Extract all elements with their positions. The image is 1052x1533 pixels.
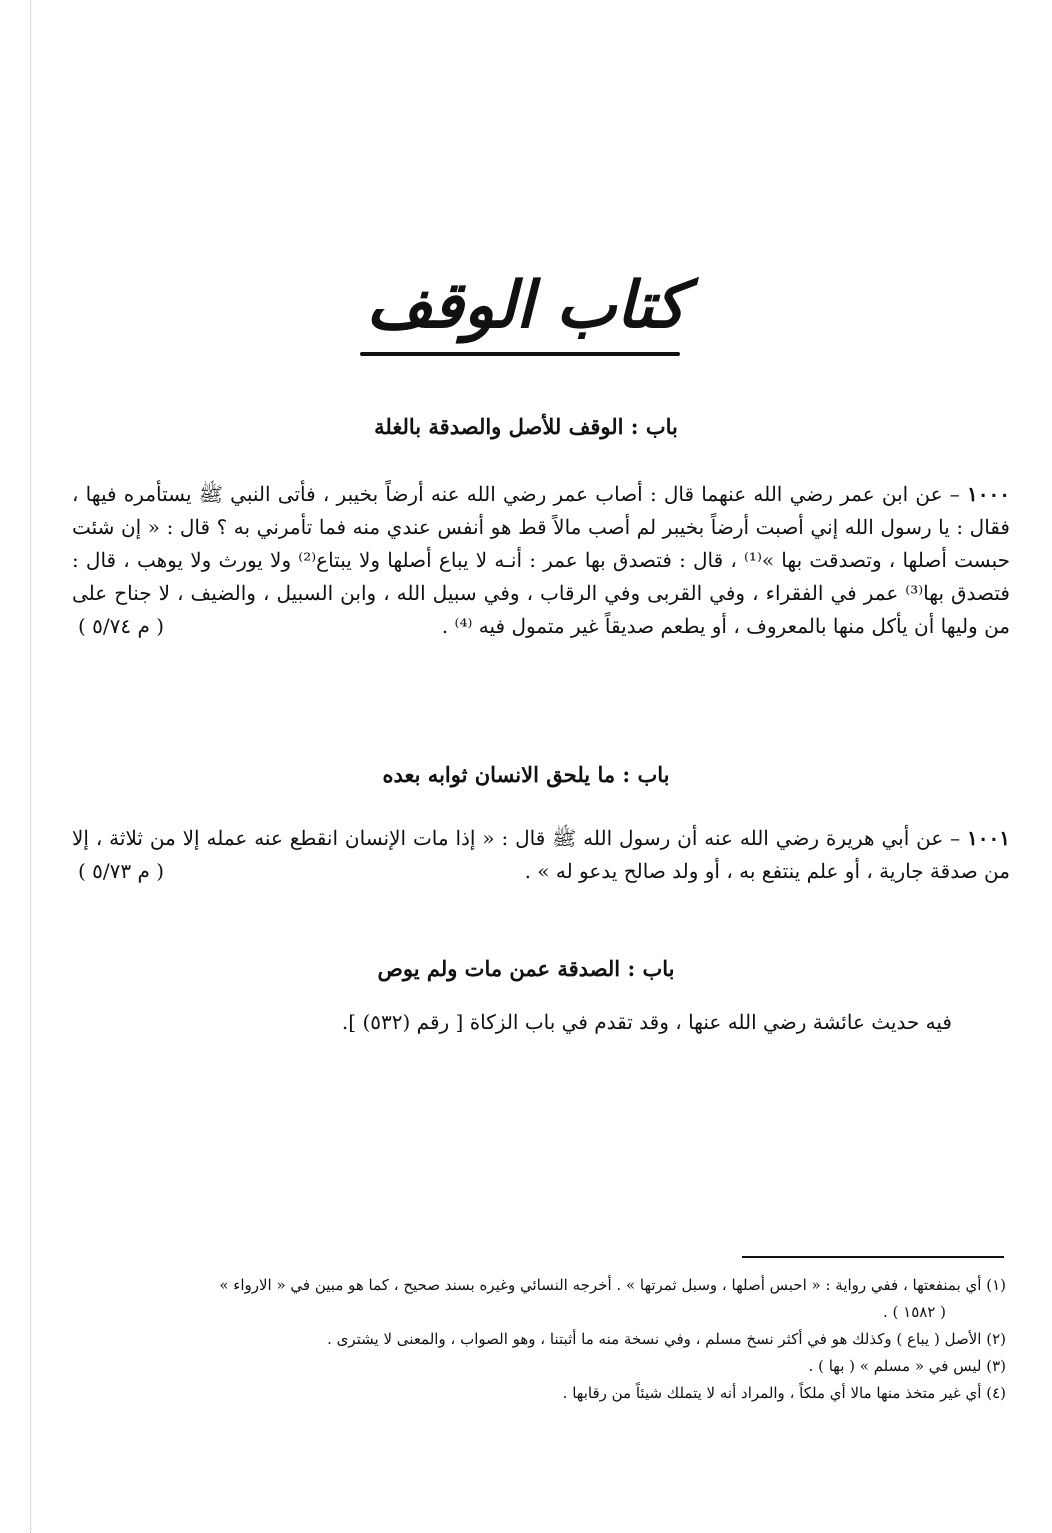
chapter-note: فيه حديث عائشة رضي الله عنها ، وقد تقدم في باب الزكاة [ رقم (٥٣٢) ]. xyxy=(341,1010,952,1034)
hadith-source: ( م ٥/٧٣ ) xyxy=(78,859,165,883)
footnote-marker: (١) xyxy=(986,1276,1006,1294)
chapter-heading-charity-deceased: باب : الصدقة عمن مات ولم يوص xyxy=(377,956,675,981)
footnote-text: أي غير متخذ منها مالا أي ملكاً ، والمراد أنه لا يتملك شيئاً من رقابها . xyxy=(562,1384,982,1402)
footnote-text: الأصل ( يباع ) وكذلك هو في أكثر نسخ مسلم ، وفي نسخة منه ما أثبتنا ، وهو الصواب ، والمعنى لا يشترى . xyxy=(327,1330,982,1348)
hadith-number: ١٠٠٠ xyxy=(967,482,1011,506)
title-flourish xyxy=(360,352,680,356)
footnote-3 xyxy=(80,1353,1006,1380)
footnote-4 xyxy=(80,1380,1006,1407)
footnote-text: ليس في « مسلم » ( بها ) . xyxy=(808,1357,982,1375)
footnote-text: أي بمنفعتها ، ففي رواية : « احبس أصلها ، وسبل ثمرتها » . أخرجه النسائي وغيره بسند صحيح ، كما هو مبين في « الارواء » xyxy=(219,1276,982,1294)
hadith-source: ( م ٥/٧٤ ) xyxy=(78,614,165,638)
footnote-marker: (٤) xyxy=(986,1384,1006,1402)
chapter-heading-endowment: باب : الوقف للأصل والصدقة بالغلة xyxy=(374,414,678,439)
hadith-1000 xyxy=(72,478,1010,643)
book-title: كتاب الوقف xyxy=(366,268,686,343)
hadith-number: ١٠٠١ xyxy=(967,826,1010,850)
footnote-2 xyxy=(80,1326,1006,1353)
footnote-continuation: ( ١٥٨٢ ) . xyxy=(882,1303,946,1321)
hadith-text: – عن ابن عمر رضي الله عنهما قال : أصاب عمر رضي الله عنه أرضاً بخيبر ، فأتى النبي ﷺ يستأمره فيها ، فقال : يا رسول الله إني أصبت أرضاً بخيبر لم أصب مالاً قط هو أنفس عندي منه فما تأمرني به ؟ قال : « إن شئت حبست أصلها ، وتصدقت بها »⁽¹⁾ ، قال : فتصدق بها عمر : أنـه لا يباع أصلها ولا يبتاع⁽²⁾ ولا يورث ولا يوهب ، قال : فتصدق بها⁽³⁾ عمر في الفقراء ، وفي القربى وفي الرقاب ، وفي سبيل الله ، وابن السبيل ، والضيف ، لا جناح على من وليها أن يأكل منها بالمعروف ، أو يطعم صديقاً غير متمول فيه ⁽⁴⁾ . xyxy=(72,482,1010,638)
footnote-1 xyxy=(80,1272,1006,1326)
footnote-marker: (٢) xyxy=(986,1330,1006,1348)
footnotes xyxy=(80,1272,1006,1407)
chapter-heading-rewards: باب : ما يلحق الانسان ثوابه بعده xyxy=(382,762,670,787)
footnote-marker: (٣) xyxy=(986,1357,1006,1375)
hadith-text: – عن أبي هريرة رضي الله عنه أن رسول الله ﷺ قال : « إذا مات الإنسان انقطع عنه عمله إلا من ثلاثة ، إلا من صدقة جارية ، أو علم ينتفع به ، أو ولد صالح يدعو له » . xyxy=(72,826,1010,883)
footnote-separator xyxy=(742,1256,1004,1258)
hadith-1001 xyxy=(72,822,1010,888)
